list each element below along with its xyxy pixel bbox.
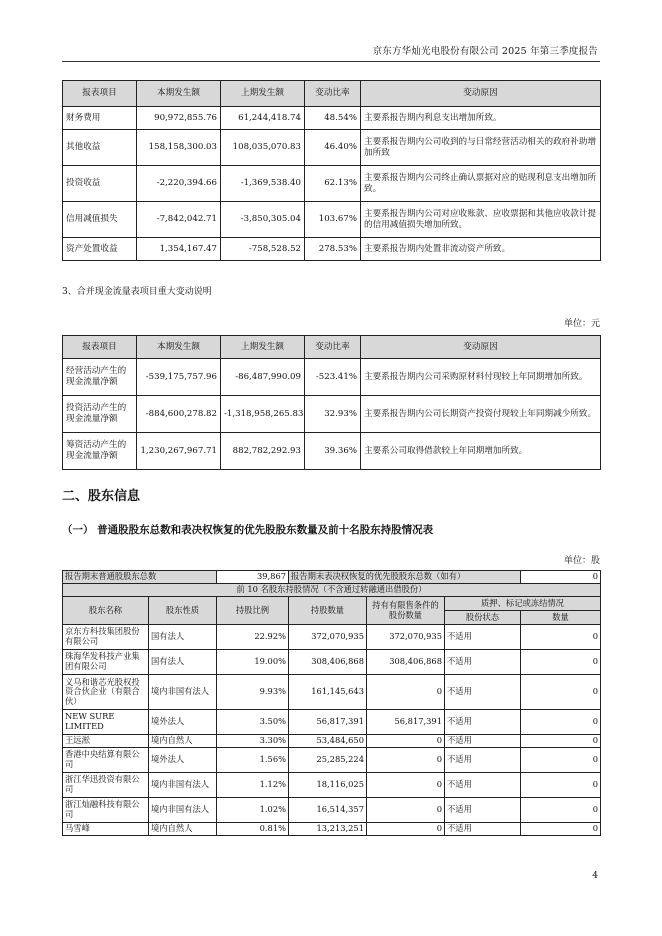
table-row <box>63 650 601 675</box>
table-header-row <box>63 597 601 611</box>
cell-ratio: 62.13% <box>305 166 361 202</box>
cell-prior: 108,035,070.83 <box>221 130 305 166</box>
cell-item: 投资活动产生的现金流量净额 <box>63 396 137 433</box>
col-header-ratio: 持股比例 <box>217 597 289 625</box>
cell-count: 0 <box>521 710 601 735</box>
cell-reason: 主要系报告期内公司收到的与日常经营活动相关的政府补助增加所致 <box>361 130 601 166</box>
table-row <box>63 202 601 238</box>
cell-prior: 61,244,418.74 <box>221 107 305 130</box>
cell-status: 不适用 <box>445 823 521 836</box>
col-header-ratio: 变动比率 <box>305 336 361 359</box>
table-row <box>63 735 601 748</box>
page-header-title: 京东方华灿光电股份有限公司 2025 年第三季度报告 <box>372 46 598 57</box>
cell-count: 0 <box>521 735 601 748</box>
cell-current: 1,230,267,967.71 <box>137 433 221 470</box>
table-row <box>63 798 601 823</box>
col-header-reason: 变动原因 <box>361 336 601 359</box>
col-header-nature: 股东性质 <box>149 597 217 625</box>
cell-restricted: 0 <box>367 748 445 773</box>
cell-ratio: 1.02% <box>217 798 289 823</box>
col-header-status: 股份状态 <box>445 611 521 625</box>
cell-current: 1,354,167.47 <box>137 238 221 261</box>
total-holders-label: 报告期末普通股股东总数 <box>63 571 217 584</box>
cell-ratio: 39.36% <box>305 433 361 470</box>
cell-item: 财务费用 <box>63 107 137 130</box>
cell-qty: 13,213,251 <box>289 823 367 836</box>
cell-prior: -758,528.52 <box>221 238 305 261</box>
cell-count: 0 <box>521 798 601 823</box>
cell-item: 投资收益 <box>63 166 137 202</box>
cell-status: 不适用 <box>445 773 521 798</box>
cell-name: 王远淞 <box>63 735 149 748</box>
cell-name: 浙江华迅投资有限公司 <box>63 773 149 798</box>
page-number: 4 <box>592 871 598 881</box>
col-header-restricted: 持有有限售条件的股份数量 <box>367 597 445 625</box>
col-header-current: 本期发生额 <box>137 336 221 359</box>
cashflow-changes-table <box>62 335 601 470</box>
shareholder-summary-row <box>63 571 601 584</box>
cell-current: -884,600,278.82 <box>137 396 221 433</box>
cell-prior: -3,850,305.04 <box>221 202 305 238</box>
cell-item: 筹资活动产生的现金流量净额 <box>63 433 137 470</box>
table-row <box>63 748 601 773</box>
col-header-prior: 上期发生额 <box>221 81 305 107</box>
cell-qty: 25,285,224 <box>289 748 367 773</box>
cell-name: 珠海华发科技产业集团有限公司 <box>63 650 149 675</box>
cell-ratio: 32.93% <box>305 396 361 433</box>
cell-nature: 境内非国有法人 <box>149 773 217 798</box>
cell-restricted: 56,817,391 <box>367 710 445 735</box>
cell-item: 其他收益 <box>63 130 137 166</box>
cell-name: 义乌和谐芯光股权投资合伙企业（有限合伙） <box>63 675 149 710</box>
cashflow-heading: 3、合并现金流量表项目重大变动说明 <box>62 287 212 297</box>
cell-restricted: 372,070,935 <box>367 625 445 650</box>
cell-reason: 主要系报告期内处置非流动资产所致。 <box>361 238 601 261</box>
cell-restricted: 0 <box>367 823 445 836</box>
cell-reason: 主要系报告期内公司采购原材料付现较上年同期增加所致。 <box>361 359 601 396</box>
col-header-qty: 持股数量 <box>289 597 367 625</box>
cell-status: 不适用 <box>445 748 521 773</box>
cell-prior: 882,782,292.93 <box>221 433 305 470</box>
cell-count: 0 <box>521 773 601 798</box>
cell-count: 0 <box>521 675 601 710</box>
pref-holders-value: 0 <box>521 571 601 584</box>
cell-name: 马雪峰 <box>63 823 149 836</box>
table-row <box>63 710 601 735</box>
table-row <box>63 238 601 261</box>
cell-ratio: 22.92% <box>217 625 289 650</box>
cell-prior: -1,318,958,265.83 <box>221 396 305 433</box>
cell-nature: 境外法人 <box>149 748 217 773</box>
cell-current: -539,175,757.96 <box>137 359 221 396</box>
table-row <box>63 625 601 650</box>
cell-qty: 53,484,650 <box>289 735 367 748</box>
col-header-ratio: 变动比率 <box>305 81 361 107</box>
table-header-row <box>63 336 601 359</box>
cell-prior: -86,487,990.09 <box>221 359 305 396</box>
cell-nature: 境内自然人 <box>149 735 217 748</box>
cell-nature: 境外法人 <box>149 710 217 735</box>
cell-status: 不适用 <box>445 735 521 748</box>
cell-reason: 主要系报告期内公司长期资产投资付现较上年同期减少所致。 <box>361 396 601 433</box>
subsection-title: （一） 普通股股东总数和表决权恢复的优先股股东数量及前十名股东持股情况表 <box>62 524 434 536</box>
cell-qty: 16,514,357 <box>289 798 367 823</box>
cell-ratio: 278.53% <box>305 238 361 261</box>
table-row <box>63 359 601 396</box>
col-header-item: 报表项目 <box>63 336 137 359</box>
cell-qty: 308,406,868 <box>289 650 367 675</box>
cell-current: -7,842,042.71 <box>137 202 221 238</box>
cell-reason: 主要系报告期内公司终止确认票据对应的贴现利息支出增加所致。 <box>361 166 601 202</box>
unit-label-yuan: 单位：元 <box>563 319 600 329</box>
cell-restricted: 0 <box>367 798 445 823</box>
cell-nature: 国有法人 <box>149 650 217 675</box>
cell-status: 不适用 <box>445 625 521 650</box>
cell-ratio: 3.30% <box>217 735 289 748</box>
cell-nature: 国有法人 <box>149 625 217 650</box>
cell-count: 0 <box>521 823 601 836</box>
table-row <box>63 675 601 710</box>
cell-qty: 56,817,391 <box>289 710 367 735</box>
cell-ratio: 9.93% <box>217 675 289 710</box>
cell-current: 90,972,855.76 <box>137 107 221 130</box>
cell-restricted: 0 <box>367 773 445 798</box>
cell-reason: 主要系报告期内利息支出增加所致。 <box>361 107 601 130</box>
cell-qty: 161,145,643 <box>289 675 367 710</box>
cell-status: 不适用 <box>445 650 521 675</box>
col-header-current: 本期发生额 <box>137 81 221 107</box>
cell-status: 不适用 <box>445 675 521 710</box>
cell-name: 香港中央结算有限公司 <box>63 748 149 773</box>
cell-nature: 境内非国有法人 <box>149 798 217 823</box>
cell-nature: 境内非国有法人 <box>149 675 217 710</box>
cell-qty: 372,070,935 <box>289 625 367 650</box>
table-row <box>63 396 601 433</box>
col-header-count: 数量 <box>521 611 601 625</box>
cell-item: 经营活动产生的现金流量净额 <box>63 359 137 396</box>
cell-restricted: 0 <box>367 735 445 748</box>
header-divider <box>62 61 600 62</box>
top10-caption-row <box>63 584 601 597</box>
section-title: 二、股东信息 <box>62 489 141 504</box>
cell-ratio: 0.81% <box>217 823 289 836</box>
table-row <box>63 107 601 130</box>
table-row <box>63 773 601 798</box>
cell-item: 资产处置收益 <box>63 238 137 261</box>
unit-label-share: 单位：股 <box>563 556 600 566</box>
table-row <box>63 166 601 202</box>
table-row <box>63 433 601 470</box>
pref-holders-label: 报告期末表决权恢复的优先股股东总数（如有） <box>289 571 521 584</box>
cell-name: 京东方科技集团股份有限公司 <box>63 625 149 650</box>
cell-ratio: 103.67% <box>305 202 361 238</box>
cell-prior: -1,369,538.40 <box>221 166 305 202</box>
cell-item: 信用减值损失 <box>63 202 137 238</box>
cell-status: 不适用 <box>445 798 521 823</box>
income-changes-table <box>62 80 601 261</box>
col-header-pledge: 质押、标记或冻结情况 <box>445 597 601 611</box>
cell-ratio: 46.40% <box>305 130 361 166</box>
cell-reason: 主要系公司取得借款较上年同期增加所致。 <box>361 433 601 470</box>
cell-restricted: 0 <box>367 675 445 710</box>
table-row <box>63 823 601 836</box>
cell-name: NEW SURE LIMITED <box>63 710 149 735</box>
cell-ratio: -523.41% <box>305 359 361 396</box>
top10-caption: 前 10 名股东持股情况（不含通过转融通出借股份） <box>63 584 601 597</box>
col-header-reason: 变动原因 <box>361 81 601 107</box>
cell-restricted: 308,406,868 <box>367 650 445 675</box>
col-header-prior: 上期发生额 <box>221 336 305 359</box>
cell-ratio: 48.54% <box>305 107 361 130</box>
shareholder-table <box>62 570 601 836</box>
col-header-name: 股东名称 <box>63 597 149 625</box>
cell-qty: 18,116,025 <box>289 773 367 798</box>
col-header-item: 报表项目 <box>63 81 137 107</box>
table-header-row <box>63 81 601 107</box>
cell-ratio: 1.12% <box>217 773 289 798</box>
cell-ratio: 3.50% <box>217 710 289 735</box>
cell-current: -2,220,394.66 <box>137 166 221 202</box>
table-row <box>63 130 601 166</box>
cell-count: 0 <box>521 650 601 675</box>
cell-count: 0 <box>521 625 601 650</box>
cell-nature: 境内自然人 <box>149 823 217 836</box>
cell-name: 浙江灿融科技有限公司 <box>63 798 149 823</box>
cell-current: 158,158,300.03 <box>137 130 221 166</box>
total-holders-value: 39,867 <box>217 571 289 584</box>
cell-ratio: 1.56% <box>217 748 289 773</box>
cell-status: 不适用 <box>445 710 521 735</box>
cell-reason: 主要系报告期内公司对应收账款、应收票据和其他应收款计提的信用减值损失增加所致。 <box>361 202 601 238</box>
cell-ratio: 19.00% <box>217 650 289 675</box>
cell-count: 0 <box>521 748 601 773</box>
